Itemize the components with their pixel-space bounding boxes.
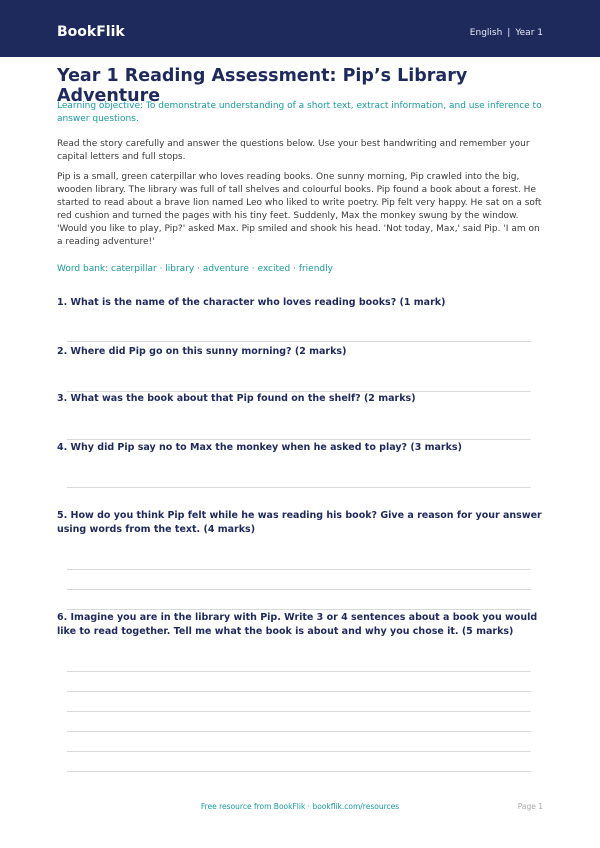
question-2: 2. Where did Pip go on this sunny morning? (2 marks) (57, 346, 347, 357)
brand-logo-text[interactable]: BookFlik (57, 24, 125, 40)
year-label: Year 1 (515, 28, 543, 38)
question-6: 6. Imagine you are in the library with Pip. Write 3 or 4 sentences about a book you would like to read together. Tell me what the book is about and why you chose it. (5 marks) (57, 612, 538, 637)
answer-line[interactable] (67, 609, 531, 610)
answer-line[interactable] (67, 731, 531, 732)
header-bar (0, 0, 600, 57)
answer-line[interactable] (67, 439, 531, 440)
answer-line[interactable] (67, 691, 531, 692)
subject-label: English (469, 28, 503, 38)
answer-line[interactable] (67, 589, 531, 590)
subject-year-label (470, 28, 543, 38)
answer-line[interactable] (67, 487, 531, 488)
learning-objective: Learning objective: To demonstrate understanding of a short text, extract information, and use inference to answer questions. (57, 101, 542, 124)
page-number: Page 1 (517, 802, 543, 811)
question-1: 1. What is the name of the character who loves reading books? (1 mark) (57, 297, 446, 308)
page-title: Year 1 Reading Assessment: Pip’s Library Adventure (57, 66, 468, 106)
instructions-text: Read the story carefully and answer the questions below. Use your best handwriting and remember your capital letters and full stops. (57, 139, 530, 162)
separator: | (507, 28, 511, 38)
footer-credit[interactable]: Free resource from BookFlik · bookflik.com/resources (200, 802, 400, 811)
answer-line[interactable] (67, 771, 531, 772)
story-text: Pip is a small, green caterpillar who loves reading books. One sunny morning, Pip crawled into the big, wooden library. The library was full of tall shelves and colourful books. Pip found a book about a forest. He started to read about a brave lion named Leo who liked to write poetry. Pip felt very happy. He sat on a soft red cushion and turned the pages with his tiny feet. Suddenly, Max the monkey swung by the window. 'Would you like to play, Pip?' asked Max. Pip smiled and shook his head. 'Not today, Max,' said Pip. 'I am on a reading adventure!' (57, 172, 542, 247)
answer-line[interactable] (67, 711, 531, 712)
question-5: 5. How do you think Pip felt while he was reading his book? Give a reason for your answer using words from the text. (4 marks) (57, 510, 542, 535)
answer-line[interactable] (67, 341, 531, 342)
answer-line[interactable] (67, 671, 531, 672)
word-bank: Word bank: caterpillar · library · adventure · excited · friendly (57, 264, 333, 274)
question-3: 3. What was the book about that Pip found on the shelf? (2 marks) (57, 393, 416, 404)
answer-line[interactable] (67, 751, 531, 752)
question-4: 4. Why did Pip say no to Max the monkey when he asked to play? (3 marks) (57, 442, 462, 453)
answer-line[interactable] (67, 569, 531, 570)
